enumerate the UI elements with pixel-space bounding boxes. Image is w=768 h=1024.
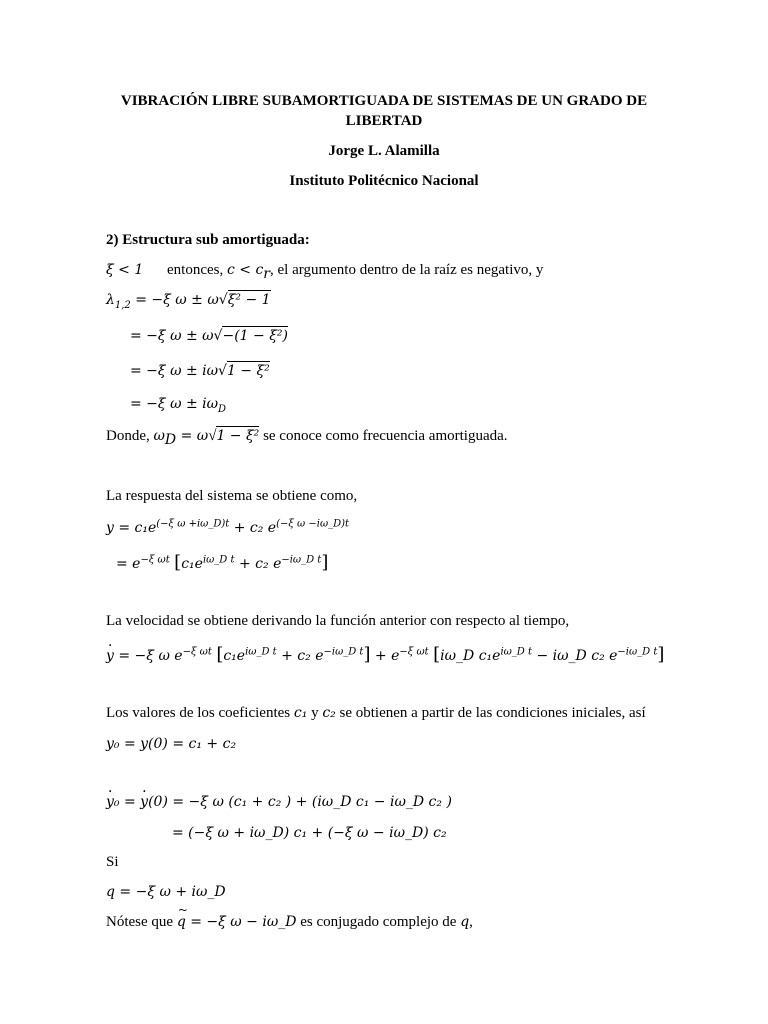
velocity-eq-sup1: −ξ ωt [182, 646, 212, 658]
response-equation-2: = $e^{-\xi \omega t}$ [$c_1e^{i\omega\_D t} + c_2$ $e^{-i\omega\_D t}$] [116, 552, 329, 573]
author: Jorge L. Alamilla [328, 143, 440, 159]
response-eq2-sup: −ξ ωt [140, 554, 170, 566]
velocity-eq-g: − iω_D c₂ e [532, 648, 618, 664]
donde-omega: ω [153, 428, 165, 444]
note-q: q [460, 914, 470, 930]
response-eq2-b: c₁e [181, 556, 203, 572]
velocity-eq-sup4: −ξ ωt [399, 646, 429, 658]
velocity-eq-sup3: −iω_D t [323, 646, 364, 658]
velocity-eq-b: = −ξ ω e [113, 648, 183, 664]
response-eq1-sup2: (−ξ ω −iω_D)t [276, 518, 350, 530]
response-intro: La respuesta del sistema se obtiene como, [106, 488, 358, 504]
condition-sub: r [263, 266, 270, 282]
coefficients-text-2: y [307, 705, 323, 721]
lambda-rhs-1: = −ξ ω ± ω [130, 292, 219, 308]
velocity-eq-c: c₁e [223, 648, 246, 664]
lambda-root-1: ξ² − 1 [227, 292, 271, 308]
velocity-eq-sup5: iω_D t [500, 646, 533, 658]
lambda-equation-3: = −ξ ω ± iω√1 − ξ² [130, 363, 270, 379]
q-equation: q = −ξ ω + iω_D [106, 884, 226, 900]
condition-text-1: entonces, [167, 262, 224, 278]
lambda-subscript: 1,2 [114, 299, 131, 311]
lambda-root-3: 1 − ξ² [226, 363, 270, 379]
coefficient-c1: c₁ [293, 705, 308, 721]
condition-line [106, 261, 544, 282]
note-end: , [469, 914, 473, 930]
velocity-ydot: · y [106, 648, 114, 664]
response-eq1-a: y = c₁e [106, 520, 157, 536]
donde-text-1: Donde, [106, 428, 154, 444]
response-equation-1 [106, 520, 349, 537]
lambda-equation-4 [130, 396, 226, 413]
coefficients-text-1: Los valores de los coeficientes [106, 705, 294, 721]
lambda-rhs-3: = −ξ ω ± iω [130, 363, 219, 379]
note-math: = −ξ ω − iω_D [185, 914, 297, 930]
response-eq2-c: + c₂ e [234, 556, 282, 572]
paper-title-line-2: LIBERTAD [345, 113, 423, 129]
donde-root: 1 − ξ² [216, 428, 260, 444]
paper-title-line-1: VIBRACIÓN LIBRE SUBAMORTIGUADA DE SISTEMAS DE UN GRADO DE [120, 93, 648, 109]
coefficient-c2: c₂ [322, 705, 336, 721]
institution: Instituto Politécnico Nacional [289, 173, 479, 189]
initial-displacement-equation: y₀ = y(0) = c₁ + c₂ [106, 736, 237, 752]
note-text-2: es conjugado complejo de [296, 914, 461, 930]
initial-velocity-equation-2: = (−ξ ω + iω_D) c₁ + (−ξ ω − iω_D) c₂ [172, 825, 447, 841]
lambda-equation-2: = −ξ ω ± ω√−(1 − ξ²) [130, 328, 288, 344]
donde-omega-sub: D [164, 432, 177, 448]
lambda-sub-4: D [218, 403, 227, 415]
condition-text-2: , el argumento dentro de la raíz es negativo, y [270, 262, 544, 278]
velocity-eq-f: iω_D c₁e [440, 648, 501, 664]
lambda-rhs-2: = −ξ ω ± ω [130, 328, 214, 344]
condition-lhs: ξ < 1 [106, 262, 144, 278]
response-eq2-sup3: −iω_D t [281, 554, 322, 566]
coefficients-line [106, 704, 646, 722]
condition-math: c < c [226, 262, 264, 278]
ydot0-c: · y [140, 794, 148, 810]
velocity-eq-sup2: iω_D t [245, 646, 277, 658]
velocity-eq-d: + c₂ e [276, 648, 324, 664]
donde-line: Donde, $\omega_D = \omega√1 - \xi^2$ se conoce como frecuencia amortiguada. [106, 428, 508, 448]
donde-math-b: = ω [176, 428, 209, 444]
note-text-1: Nótese que [106, 914, 177, 930]
lambda-equation-1: $\lambda_{1,2} = -\xi$ ω ± ω√ξ² − 1 [106, 292, 271, 311]
response-eq2-sup2: iω_D t [202, 554, 235, 566]
donde-text-2: se conoce como frecuencia amortiguada. [259, 428, 508, 444]
ydot0-d: (0) = −ξ ω (c₁ + c₂ ) + (iω_D c₁ − iω_D c₂ ) [148, 794, 452, 810]
initial-velocity-equation [106, 794, 452, 811]
ydot0-y: · y [106, 794, 114, 810]
coefficients-text-3: se obtienen a partir de las condiciones iniciales, así [335, 705, 646, 721]
lambda-root-2: −(1 − ξ²) [222, 328, 288, 344]
velocity-equation: · y = −ξ ω $e^{-\xi \omega t}$ [$c_1e^{i\omega\_D t} + c_2$ $e^{-i\omega\_D t}] + e^{-\xi \omega t}$ [iω_D $c_1e^{i\omega\_D t}$ − iω_D c₂ $e^{-i\omega\_D t}$] [106, 644, 664, 666]
note-q-tilde: ~ q [177, 914, 186, 930]
velocity-eq-e: + e [370, 648, 400, 664]
response-eq1-mid: + c₂ e [229, 520, 277, 536]
section-heading: 2) Estructura sub amortiguada: [106, 232, 310, 248]
response-eq1-sup: (−ξ ω +iω_D)t [156, 518, 230, 530]
lambda-rhs-4: = −ξ ω ± iω [130, 396, 219, 412]
si-label: Si [106, 854, 119, 870]
conjugate-note [106, 913, 473, 931]
velocity-eq-sup6: −iω_D t [617, 646, 658, 658]
ydot0-b: ₀ = [113, 794, 141, 810]
response-eq2-a: = e [116, 556, 141, 572]
velocity-intro: La velocidad se obtiene derivando la función anterior con respecto al tiempo, [106, 613, 570, 629]
lambda-symbol: λ [106, 292, 115, 308]
